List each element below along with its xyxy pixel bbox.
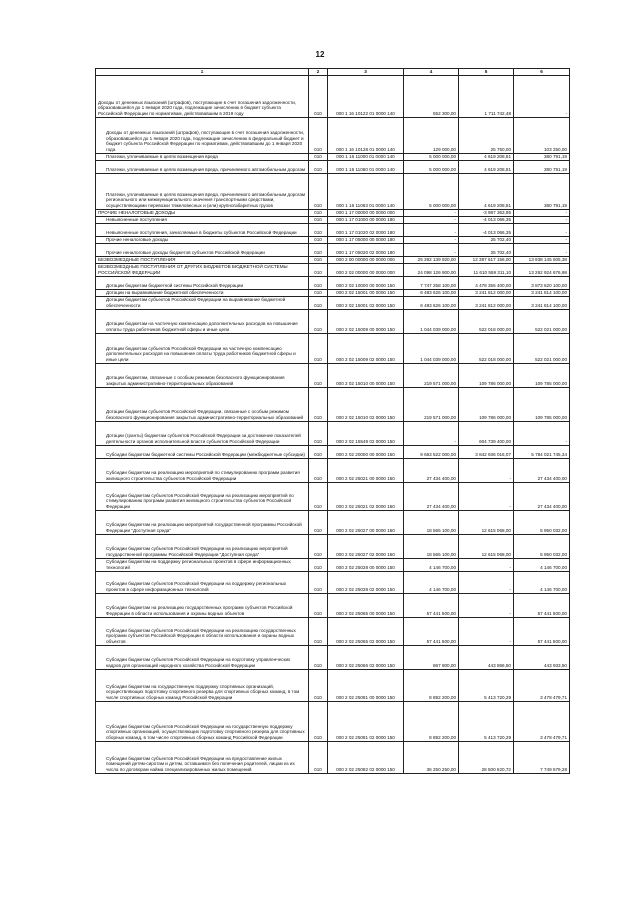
table-row xyxy=(96,334,570,364)
row-kbk-cell: 000 2 02 15010 02 0000 150 xyxy=(328,388,404,422)
row-fact-cell: 25 702,40 xyxy=(459,244,514,257)
row-fact-cell: -4 013 066,35 xyxy=(459,217,514,224)
page-number: 12 xyxy=(315,50,325,59)
row-rest-cell: 5 950 032,00 xyxy=(514,511,570,535)
header-cell-fact: 5 xyxy=(459,69,514,76)
row-name-cell: Дотации бюджетам на частичную компенсацию дополнительных расходов на повышение оплаты труда работников бюджетной сферы и иные цели xyxy=(96,310,309,334)
table-row xyxy=(96,244,570,257)
row-plan-cell: - xyxy=(404,224,459,237)
table-row xyxy=(96,559,570,572)
row-kbk-cell: 000 2 02 25027 00 0000 150 xyxy=(328,511,404,535)
table-row xyxy=(96,535,570,559)
row-rest-cell: 522 021 000,00 xyxy=(514,334,570,364)
row-name-cell: Субсидии бюджетам субъектов Российской Федерации на реализацию государственных программ субъектов Российской Федерации в области использования и охраны водных объектов xyxy=(96,618,309,646)
header-cell-rest: 6 xyxy=(514,69,570,76)
row-kbk-cell: 000 2 02 25021 00 0000 150 xyxy=(328,459,404,483)
row-code-cell: 010 xyxy=(309,154,328,161)
row-rest-cell: 4 146 700,00 xyxy=(514,559,570,572)
row-fact-cell: - xyxy=(459,459,514,483)
row-fact-cell: 3 842 936 016,07 xyxy=(459,446,514,459)
row-code-cell: 010 xyxy=(309,618,328,646)
row-name-cell: ПРОЧИЕ НЕНАЛОГОВЫЕ ДОХОДЫ xyxy=(96,210,309,217)
row-plan-cell: 129 000,00 xyxy=(404,118,459,154)
row-kbk-cell: 000 2 02 15549 02 0000 150 xyxy=(328,422,404,446)
row-name-cell: Платежи, уплачиваемые в целях возмещения вреда xyxy=(96,154,309,161)
row-fact-cell: 3 241 812 000,00 xyxy=(459,297,514,310)
row-plan-cell: - xyxy=(404,210,459,217)
row-plan-cell: 27 434 400,00 xyxy=(404,483,459,511)
row-code-cell: 010 xyxy=(309,161,328,174)
row-kbk-cell: 000 1 16 11000 01 0000 140 xyxy=(328,154,404,161)
row-code-cell: 010 xyxy=(309,594,328,618)
row-name-cell: Прочие неналоговые доходы xyxy=(96,237,309,244)
row-fact-cell: 4 619 208,81 xyxy=(459,154,514,161)
table-row xyxy=(96,594,570,618)
row-fact-cell: 522 018 000,00 xyxy=(459,334,514,364)
row-kbk-cell: 000 2 02 15009 02 0000 150 xyxy=(328,334,404,364)
row-fact-cell: 5 413 720,29 xyxy=(459,670,514,702)
row-fact-cell: 12 387 617 156,00 xyxy=(459,257,514,264)
row-fact-cell: 12 615 068,00 xyxy=(459,511,514,535)
row-rest-cell: 380 791,19 xyxy=(514,161,570,174)
row-fact-cell: 25 750,00 xyxy=(459,118,514,154)
table-row xyxy=(96,154,570,161)
row-code-cell: 010 xyxy=(309,174,328,210)
header-cell-kbk: 3 xyxy=(328,69,404,76)
row-plan-cell: 5 000 000,00 xyxy=(404,174,459,210)
row-plan-cell: 552 300,00 xyxy=(404,76,459,118)
row-code-cell: 010 xyxy=(309,742,328,774)
row-name-cell: Субсидии бюджетам на государственную поддержку спортивных организаций, осуществляющих подготовку спортивного резерва для спортивных сборных команд, в том числе спортивных сборных команд Российской Федерации xyxy=(96,670,309,702)
row-rest-cell: 103 250,00 xyxy=(514,118,570,154)
row-fact-cell: 12 615 068,00 xyxy=(459,535,514,559)
row-code-cell: 010 xyxy=(309,76,328,118)
row-code-cell: 010 xyxy=(309,257,328,264)
row-kbk-cell: 000 2 02 25021 02 0000 150 xyxy=(328,483,404,511)
row-rest-cell: - xyxy=(514,210,570,217)
row-fact-cell: 109 786 000,00 xyxy=(459,364,514,388)
row-plan-cell: 219 571 000,00 xyxy=(404,364,459,388)
row-name-cell: Доходы от денежных взысканий (штрафов), поступающие в счет погашения задолженности, образовавшейся до 1 января 2020 года, подлежащие зачислению в бюджет субъекта Российской Федерации по нормативам, действовавшим в 2019 году xyxy=(96,76,309,118)
table-row xyxy=(96,670,570,702)
row-kbk-cell: 000 2 02 25081 02 0000 150 xyxy=(328,702,404,742)
row-code-cell: 010 xyxy=(309,511,328,535)
row-fact-cell: - xyxy=(459,572,514,594)
row-kbk-cell: 000 1 16 10128 01 0000 140 xyxy=(328,118,404,154)
row-name-cell: Дотации бюджетам бюджетной системы Российской Федерации xyxy=(96,277,309,290)
row-code-cell: 010 xyxy=(309,702,328,742)
row-rest-cell: 13 938 145 505,38 xyxy=(514,257,570,264)
row-name-cell: Субсидии бюджетам на реализацию мероприятий государственной программы Российской Федерации "Доступная среда" xyxy=(96,511,309,535)
table-row xyxy=(96,237,570,244)
row-rest-cell: 3 873 620 100,00 xyxy=(514,277,570,290)
row-rest-cell: 27 434 400,00 xyxy=(514,483,570,511)
table-row xyxy=(96,161,570,174)
row-fact-cell: - xyxy=(459,483,514,511)
row-kbk-cell: 000 2 02 15010 00 0000 150 xyxy=(328,364,404,388)
row-fact-cell: 109 786 000,00 xyxy=(459,388,514,422)
row-plan-cell: 6 483 626 100,00 xyxy=(404,297,459,310)
header-cell-plan: 4 xyxy=(404,69,459,76)
row-plan-cell: 18 565 100,00 xyxy=(404,511,459,535)
row-rest-cell: 3 478 479,71 xyxy=(514,670,570,702)
row-name-cell: Доходы от денежных взысканий (штрафов), поступающие в счет погашения задолженности, образовавшейся до 1 января 2020 года, подлежащие зачислению в федеральный бюджет и бюджет субъекта Российской Федерации по нормативам, действовавшим до 1 января 2020 года xyxy=(96,118,309,154)
row-name-cell: Субсидии бюджетам бюджетной системы Российской Федерации (межбюджетные субсидии) xyxy=(96,446,309,459)
row-code-cell: 010 xyxy=(309,277,328,290)
row-plan-cell: 867 800,00 xyxy=(404,646,459,670)
row-name-cell: Субсидии бюджетам субъектов Российской Федерации на поддержку региональных проектов в сфере информационных технологий xyxy=(96,572,309,594)
row-fact-cell: 4 619 208,81 xyxy=(459,161,514,174)
row-rest-cell: 380 791,19 xyxy=(514,174,570,210)
row-kbk-cell: 000 2 02 10000 00 0000 150 xyxy=(328,277,404,290)
row-plan-cell: 4 146 700,00 xyxy=(404,559,459,572)
row-fact-cell: 1 711 742,48 xyxy=(459,76,514,118)
table-row xyxy=(96,511,570,535)
row-kbk-cell: 000 1 17 01020 02 0000 180 xyxy=(328,224,404,237)
row-rest-cell: 4 146 700,00 xyxy=(514,572,570,594)
table-row xyxy=(96,572,570,594)
row-name-cell: Дотации на выравнивание бюджетной обеспеченности xyxy=(96,290,309,297)
row-kbk-cell: 000 2 02 25082 02 0000 150 xyxy=(328,742,404,774)
row-rest-cell: - xyxy=(514,422,570,446)
row-code-cell: 010 xyxy=(309,237,328,244)
row-code-cell: 010 xyxy=(309,364,328,388)
table-row xyxy=(96,483,570,511)
row-rest-cell: 3 241 814 100,00 xyxy=(514,290,570,297)
row-name-cell: БЕЗВОЗМЕЗДНЫЕ ПОСТУПЛЕНИЯ ОТ ДРУГИХ БЮДЖЕТОВ БЮДЖЕТНОЙ СИСТЕМЫ РОССИЙСКОЙ ФЕДЕРАЦИИ xyxy=(96,264,309,277)
table-row xyxy=(96,76,570,118)
row-name-cell: Субсидии бюджетам на реализацию мероприятий по стимулированию программ развития жилищного строительства субъектов Российской Федерации xyxy=(96,459,309,483)
row-kbk-cell: 000 2 02 25081 00 0000 150 xyxy=(328,670,404,702)
row-plan-cell: 8 892 200,00 xyxy=(404,702,459,742)
row-rest-cell: 3 478 479,71 xyxy=(514,702,570,742)
row-fact-cell: -4 013 066,35 xyxy=(459,224,514,237)
row-name-cell: Субсидии бюджетам на реализацию государственных программ субъектов Российской Федерации в области использования и охраны водных объектов xyxy=(96,594,309,618)
table-row xyxy=(96,217,570,224)
row-rest-cell: - xyxy=(514,244,570,257)
row-fact-cell: 4 619 208,81 xyxy=(459,174,514,210)
row-name-cell: Субсидии бюджетам на поддержку региональных проектов в сфере информационных технологий xyxy=(96,559,309,572)
row-fact-cell: 5 413 720,29 xyxy=(459,702,514,742)
row-rest-cell: 5 950 032,00 xyxy=(514,535,570,559)
row-code-cell: 010 xyxy=(309,422,328,446)
row-plan-cell: 219 571 000,00 xyxy=(404,388,459,422)
row-plan-cell: 1 044 039 000,00 xyxy=(404,310,459,334)
row-kbk-cell: 000 1 17 05020 02 0000 180 xyxy=(328,244,404,257)
row-name-cell: Дотации бюджетам, связанные с особым режимом безопасного функционирования закрытых административно-территориальных образований xyxy=(96,364,309,388)
row-code-cell: 010 xyxy=(309,210,328,217)
table-row xyxy=(96,224,570,237)
row-rest-cell: 27 434 400,00 xyxy=(514,459,570,483)
row-name-cell: Прочие неналоговые доходы бюджетов субъектов Российской Федерации xyxy=(96,244,309,257)
row-code-cell: 010 xyxy=(309,310,328,334)
table-row xyxy=(96,742,570,774)
row-kbk-cell: 000 1 16 11060 01 0000 140 xyxy=(328,161,404,174)
table-row xyxy=(96,210,570,217)
row-name-cell: Субсидии бюджетам субъектов Российской Федерации на подготовку управленческих кадров для организаций народного хозяйства Российской Федерации xyxy=(96,646,309,670)
table-row xyxy=(96,118,570,154)
row-plan-cell: - xyxy=(404,237,459,244)
row-rest-cell: 109 785 000,00 xyxy=(514,388,570,422)
row-kbk-cell: 000 2 02 25066 02 0000 150 xyxy=(328,646,404,670)
row-kbk-cell: 000 2 02 15001 00 0000 150 xyxy=(328,290,404,297)
row-plan-cell: 27 434 400,00 xyxy=(404,459,459,483)
row-plan-cell: 57 441 500,00 xyxy=(404,594,459,618)
row-fact-cell: - xyxy=(459,618,514,646)
row-kbk-cell: 000 2 02 25065 00 0000 150 xyxy=(328,594,404,618)
row-rest-cell: 7 749 579,28 xyxy=(514,742,570,774)
budget-report-table xyxy=(95,68,570,774)
row-name-cell: Дотации бюджетам субъектов Российской Федерации, связанные с особым режимом безопасного функционирования закрытых административно-территориальных образований xyxy=(96,388,309,422)
row-rest-cell: 13 262 924 676,98 xyxy=(514,264,570,277)
table-row xyxy=(96,618,570,646)
row-name-cell: Платежи, уплачиваемые в целях возмещения вреда, причиняемого автомобильным дорогам xyxy=(96,161,309,174)
row-name-cell: Дотации (гранты) бюджетам субъектов Российской Федерации за достижение показателей деятельности органов исполнительной власти субъектов Российской Федерации xyxy=(96,422,309,446)
row-kbk-cell: 000 2 02 00000 00 0000 000 xyxy=(328,264,404,277)
row-plan-cell: 5 000 000,00 xyxy=(404,154,459,161)
row-plan-cell: 36 250 250,00 xyxy=(404,742,459,774)
table-row xyxy=(96,290,570,297)
row-code-cell: 010 xyxy=(309,244,328,257)
table-row xyxy=(96,459,570,483)
row-plan-cell: - xyxy=(404,244,459,257)
row-code-cell: 010 xyxy=(309,559,328,572)
table-row xyxy=(96,174,570,210)
row-name-cell: БЕЗВОЗМЕЗДНЫЕ ПОСТУПЛЕНИЯ xyxy=(96,257,309,264)
row-code-cell: 010 xyxy=(309,670,328,702)
row-fact-cell: 4 478 355 400,00 xyxy=(459,277,514,290)
table-row xyxy=(96,264,570,277)
row-kbk-cell: 000 2 00 00000 00 0000 000 xyxy=(328,257,404,264)
row-code-cell: 010 xyxy=(309,388,328,422)
row-name-cell: Платежи, уплачиваемые в целях возмещения вреда, причиняемого автомобильным дорогам регионального или межмуниципального значения транспортными средствами, осуществляющими перевозки тяжеловесных и (или) крупногабаритных грузов xyxy=(96,174,309,210)
row-plan-cell: 57 441 500,00 xyxy=(404,618,459,646)
row-name-cell: Субсидии бюджетам субъектов Российской Федерации на государственную поддержку спортивных организаций, осуществляющих подготовку спортивного резерва для спортивных сборных команд, в том числе спортивных сборных команд Российской Федерации xyxy=(96,702,309,742)
row-rest-cell: 57 441 500,00 xyxy=(514,594,570,618)
row-plan-cell: 8 892 200,00 xyxy=(404,670,459,702)
row-plan-cell: 4 146 700,00 xyxy=(404,572,459,594)
row-plan-cell: 24 098 126 900,00 xyxy=(404,264,459,277)
table-row xyxy=(96,364,570,388)
table-header-row xyxy=(96,69,570,76)
row-kbk-cell: 000 1 17 00000 00 0000 000 xyxy=(328,210,404,217)
row-plan-cell: 9 663 522 000,00 xyxy=(404,446,459,459)
row-code-cell: 010 xyxy=(309,224,328,237)
row-rest-cell: 522 021 000,00 xyxy=(514,310,570,334)
row-code-cell: 010 xyxy=(309,297,328,310)
row-code-cell: 010 xyxy=(309,290,328,297)
row-kbk-cell: 000 2 02 25028 02 0000 150 xyxy=(328,572,404,594)
table-row xyxy=(96,702,570,742)
row-plan-cell: - xyxy=(404,217,459,224)
row-code-cell: 010 xyxy=(309,646,328,670)
row-plan-cell: - xyxy=(404,422,459,446)
row-kbk-cell: 000 2 02 25065 02 0000 150 xyxy=(328,618,404,646)
row-fact-cell: 25 702,40 xyxy=(459,237,514,244)
row-rest-cell: 443 933,50 xyxy=(514,646,570,670)
table-row xyxy=(96,310,570,334)
row-plan-cell: 7 747 258 100,00 xyxy=(404,277,459,290)
row-kbk-cell: 000 2 02 25027 02 0000 150 xyxy=(328,535,404,559)
header-cell-code: 2 xyxy=(309,69,328,76)
table-row xyxy=(96,277,570,290)
row-name-cell: Невыясненные поступления, зачисляемые в бюджеты субъектов Российской Федерации xyxy=(96,224,309,237)
row-kbk-cell: 000 2 02 25028 00 0000 150 xyxy=(328,559,404,572)
row-code-cell: 010 xyxy=(309,217,328,224)
row-fact-cell: - xyxy=(459,594,514,618)
row-rest-cell: 109 785 000,00 xyxy=(514,364,570,388)
row-code-cell: 010 xyxy=(309,483,328,511)
row-code-cell: 010 xyxy=(309,459,328,483)
table-row xyxy=(96,646,570,670)
row-kbk-cell: 000 2 02 15001 02 0000 150 xyxy=(328,297,404,310)
row-rest-cell: 5 784 021 745,34 xyxy=(514,446,570,459)
table-row xyxy=(96,422,570,446)
row-rest-cell: 57 441 500,00 xyxy=(514,618,570,646)
row-code-cell: 010 xyxy=(309,264,328,277)
row-code-cell: 010 xyxy=(309,446,328,459)
row-rest-cell: 380 791,19 xyxy=(514,154,570,161)
row-name-cell: Субсидии бюджетам субъектов Российской Федерации на предоставление жилых помещений детям-сиротам и детям, оставшимся без попечения родителей, лицам из их числа по договорам найма специализированных жилых помещений xyxy=(96,742,309,774)
row-fact-cell: -3 987 363,95 xyxy=(459,210,514,217)
row-fact-cell: 3 241 812 000,00 xyxy=(459,290,514,297)
row-kbk-cell: 000 2 02 15009 00 0000 150 xyxy=(328,310,404,334)
row-name-cell: Невыясненные поступления xyxy=(96,217,309,224)
row-fact-cell: 604 739 400,00 xyxy=(459,422,514,446)
row-fact-cell: - xyxy=(459,559,514,572)
row-rest-cell: - xyxy=(514,224,570,237)
row-fact-cell: 28 500 620,72 xyxy=(459,742,514,774)
row-kbk-cell: 000 2 02 20000 00 0000 150 xyxy=(328,446,404,459)
row-kbk-cell: 000 1 16 10122 01 0000 140 xyxy=(328,76,404,118)
row-rest-cell: - xyxy=(514,217,570,224)
row-kbk-cell: 000 1 16 11063 01 0000 140 xyxy=(328,174,404,210)
row-name-cell: Субсидии бюджетам субъектов Российской Федерации на реализацию мероприятий государственной программы Российской Федерации "Доступная среда" xyxy=(96,535,309,559)
table-row xyxy=(96,388,570,422)
row-plan-cell: 25 392 139 920,00 xyxy=(404,257,459,264)
row-plan-cell: 18 565 100,00 xyxy=(404,535,459,559)
row-plan-cell: 1 044 039 000,00 xyxy=(404,334,459,364)
table-row xyxy=(96,446,570,459)
row-name-cell: Дотации бюджетам субъектов Российской Федерации на выравнивание бюджетной обеспеченности xyxy=(96,297,309,310)
header-cell-name: 1 xyxy=(96,69,309,76)
row-rest-cell: 3 241 814 100,00 xyxy=(514,297,570,310)
row-code-cell: 010 xyxy=(309,334,328,364)
row-name-cell: Дотации бюджетам субъектов Российской Федерации на частичную компенсацию дополнительных расходов на повышение оплаты труда работников бюджетной сферы и иные цели xyxy=(96,334,309,364)
table-row xyxy=(96,297,570,310)
row-rest-cell: - xyxy=(514,237,570,244)
row-fact-cell: 11 610 559 311,10 xyxy=(459,264,514,277)
row-code-cell: 010 xyxy=(309,118,328,154)
row-name-cell: Субсидии бюджетам субъектов Российской Федерации на реализацию мероприятий по стимулированию программ развития жилищного строительства субъектов Российской Федерации xyxy=(96,483,309,511)
row-code-cell: 010 xyxy=(309,535,328,559)
row-fact-cell: 443 866,50 xyxy=(459,646,514,670)
row-fact-cell: 522 018 000,00 xyxy=(459,310,514,334)
row-kbk-cell: 000 1 17 05000 00 0000 180 xyxy=(328,237,404,244)
row-rest-cell: - xyxy=(514,76,570,118)
row-kbk-cell: 000 1 17 01000 00 0000 180 xyxy=(328,217,404,224)
table-row xyxy=(96,257,570,264)
row-code-cell: 010 xyxy=(309,572,328,594)
row-plan-cell: 5 000 000,00 xyxy=(404,161,459,174)
row-plan-cell: 6 483 626 100,00 xyxy=(404,290,459,297)
